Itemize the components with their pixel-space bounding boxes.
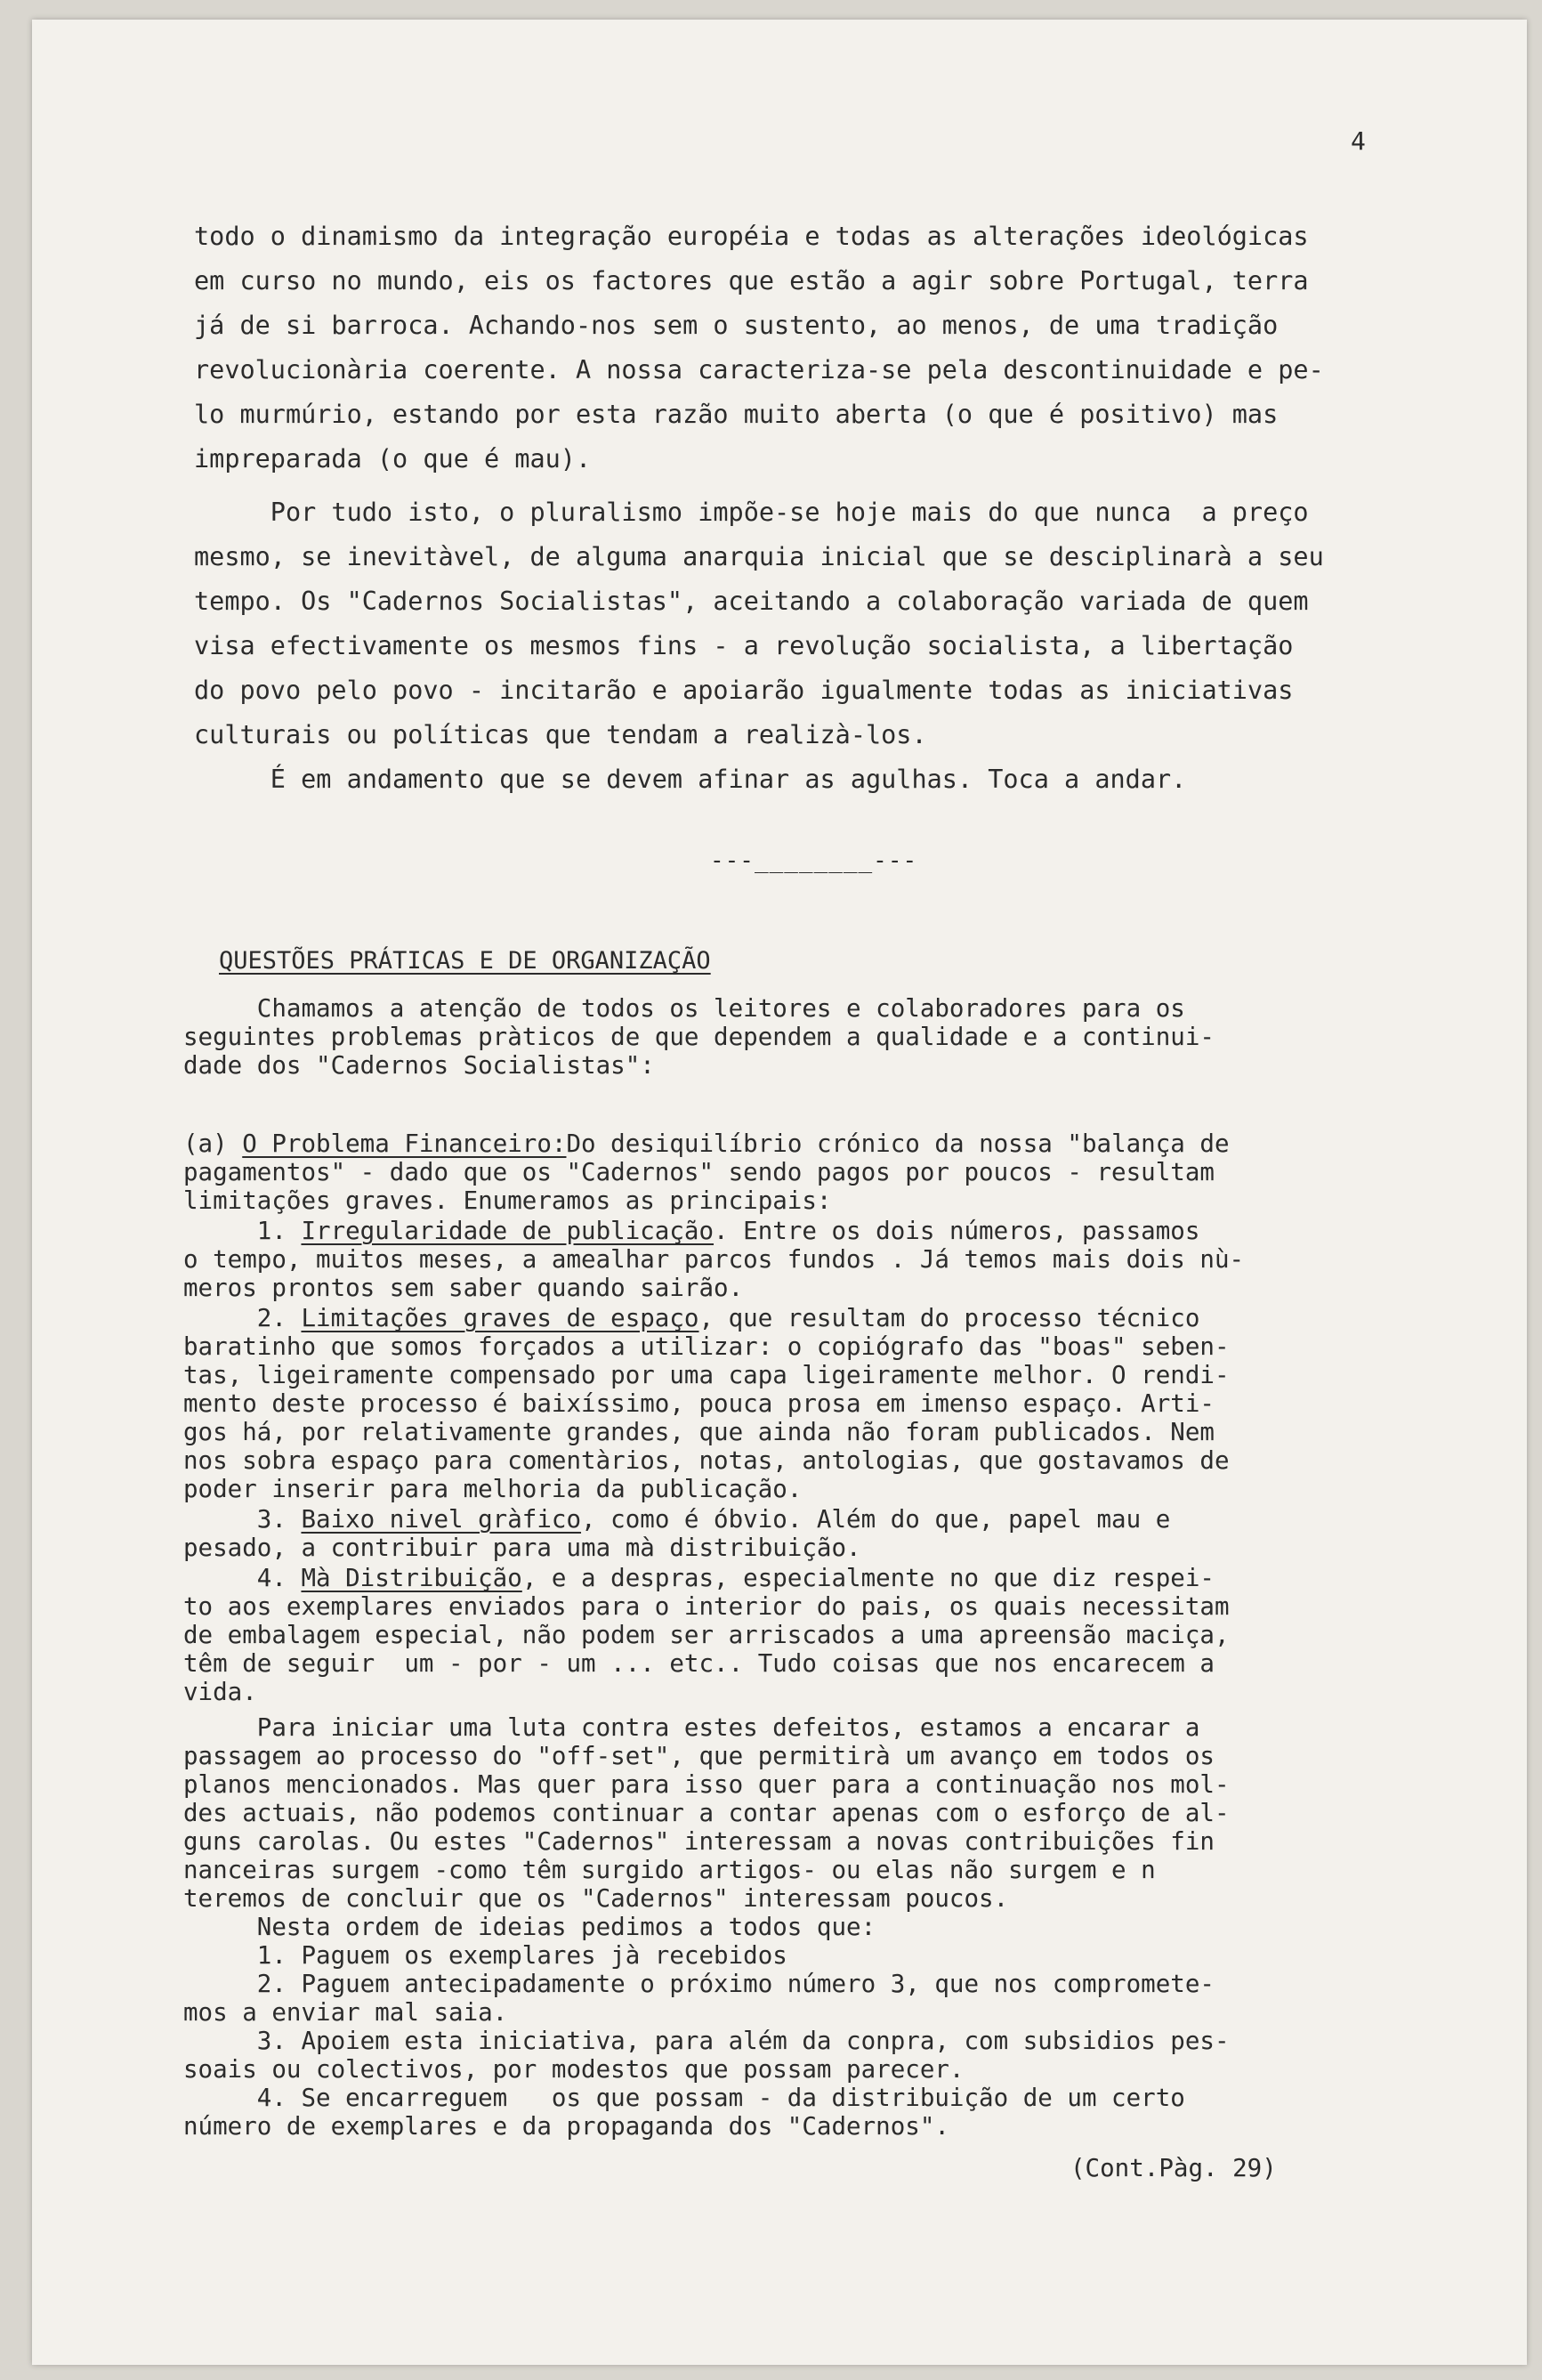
text-line: dade dos "Cadernos Socialistas": <box>183 1051 655 1080</box>
item-title: Mà Distribuição <box>301 1564 522 1592</box>
text-line: to aos exemplares enviados para o interior do pais, os quais necessitam <box>183 1592 1230 1621</box>
text-line: seguintes problemas pràticos de que dependem a qualidade e a continui- <box>183 1023 1215 1051</box>
text-line: des actuais, não podemos continuar a contar apenas com o esforço de al- <box>183 1799 1230 1827</box>
item-number: 3. <box>183 1505 302 1534</box>
text-line: poder inserir para melhoria da publicação. <box>183 1475 803 1503</box>
text-line: tempo. Os "Cadernos Socialistas", aceitando a colaboração variada de quem <box>194 587 1309 616</box>
text-line: do povo pelo povo - incitarão e apoiarão igualmente todas as iniciativas <box>194 676 1294 705</box>
problem-prefix: (a) <box>183 1129 243 1158</box>
problem-label: O Problema Financeiro: <box>242 1129 567 1158</box>
continuation-note: (Cont.Pàg. 29) <box>1070 2154 1277 2182</box>
section-separator: ---________--- <box>710 847 918 874</box>
item-number: 4. <box>183 1564 302 1592</box>
text-line: lo murmúrio, estando por esta razão muito aberta (o que é positivo) mas <box>194 400 1279 429</box>
item-text: , como é óbvio. Além do que, papel mau e <box>581 1505 1171 1534</box>
text-line: de embalagem especial, não podem ser arriscados a uma apreensão maciça, <box>183 1621 1230 1649</box>
text-line: É em andamento que se devem afinar as agulhas. Toca a andar. <box>194 765 1187 794</box>
text-line: 2. Paguem antecipadamente o próximo número 3, que nos compromete- <box>183 1970 1215 1998</box>
text-line: teremos de concluir que os "Cadernos" interessam poucos. <box>183 1884 1009 1913</box>
text-line: Por tudo isto, o pluralismo impõe-se hoje mais do que nunca a preço <box>194 498 1309 527</box>
page-number: 4 <box>1351 126 1366 156</box>
text-line: em curso no mundo, eis os factores que estão a agir sobre Portugal, terra <box>194 266 1309 295</box>
problem-heading-line <box>183 1129 1230 1158</box>
item-title: Limitações graves de espaço <box>301 1304 699 1332</box>
text-line: mento deste processo é baixíssimo, pouca prosa em imenso espaço. Arti- <box>183 1389 1215 1418</box>
item-number: 1. <box>183 1217 302 1245</box>
text-line: visa efectivamente os mesmos fins - a revolução socialista, a libertação <box>194 631 1294 660</box>
text-line: guns carolas. Ou estes "Cadernos" interessam a novas contribuições fin <box>183 1827 1215 1856</box>
item-text: . Entre os dois números, passamos <box>714 1217 1200 1245</box>
item-title: Baixo nivel gràfico <box>301 1505 582 1534</box>
text-line: limitações graves. Enumeramos as principais: <box>183 1186 832 1215</box>
text-line: já de si barroca. Achando-nos sem o sustento, ao menos, de uma tradição <box>194 311 1279 340</box>
text-line: gos há, por relativamente grandes, que ainda não foram publicados. Nem <box>183 1418 1215 1446</box>
problem-text: Do desiquilíbrio crónico da nossa "balança de <box>566 1129 1230 1158</box>
item-text: , que resultam do processo técnico <box>698 1304 1200 1332</box>
text-line: têm de seguir um - por - um ... etc.. Tudo coisas que nos encarecem a <box>183 1649 1215 1678</box>
text-line: o tempo, muitos meses, a amealhar parcos fundos . Já temos mais dois nù- <box>183 1245 1245 1274</box>
item-heading-line <box>183 1304 1199 1332</box>
text-line: baratinho que somos forçados a utilizar: o copiógrafo das "boas" seben- <box>183 1332 1230 1361</box>
text-line: pagamentos" - dado que os "Cadernos" sendo pagos por poucos - resultam <box>183 1158 1215 1186</box>
text-line: meros prontos sem saber quando sairão. <box>183 1274 744 1302</box>
item-title: Irregularidade de publicação <box>301 1217 714 1245</box>
text-line: Chamamos a atenção de todos os leitores e colaboradores para os <box>183 994 1185 1023</box>
text-line: mesmo, se inevitàvel, de alguma anarquia inicial que se desciplinarà a seu <box>194 542 1324 571</box>
text-line: Para iniciar uma luta contra estes defeitos, estamos a encarar a <box>183 1713 1200 1742</box>
text-line: culturais ou políticas que tendam a realizà-los. <box>194 720 927 749</box>
item-heading-line <box>183 1505 1170 1534</box>
document-page <box>32 20 1527 2365</box>
text-line: mos a enviar mal saia. <box>183 1998 508 2027</box>
text-line: vida. <box>183 1678 257 1706</box>
text-line: todo o dinamismo da integração européia e todas as alterações ideológicas <box>194 222 1309 251</box>
section-heading: QUESTÕES PRÁTICAS E DE ORGANIZAÇÃO <box>219 947 711 975</box>
item-heading-line <box>183 1564 1215 1592</box>
text-line: planos mencionados. Mas quer para isso quer para a continuação nos mol- <box>183 1770 1230 1799</box>
text-line: impreparada (o que é mau). <box>194 444 592 474</box>
text-line: nos sobra espaço para comentàrios, notas, antologias, que gostavamos de <box>183 1446 1230 1475</box>
text-line: nanceiras surgem -como têm surgido artigos- ou elas não surgem e n <box>183 1856 1156 1884</box>
text-line: 4. Se encarreguem os que possam - da distribuição de um certo <box>183 2084 1185 2112</box>
item-text: , e a despras, especialmente no que diz respei- <box>521 1564 1215 1592</box>
text-line: passagem ao processo do "off-set", que permitirà um avanço em todos os <box>183 1742 1215 1770</box>
text-line: tas, ligeiramente compensado por uma capa ligeiramente melhor. O rendi- <box>183 1361 1230 1389</box>
text-line: 1. Paguem os exemplares jà recebidos <box>183 1941 787 1970</box>
text-line: Nesta ordem de ideias pedimos a todos que: <box>183 1913 876 1941</box>
item-heading-line <box>183 1217 1199 1245</box>
text-line: revolucionària coerente. A nossa caracteriza-se pela descontinuidade e pe- <box>194 355 1324 385</box>
text-line: 3. Apoiem esta iniciativa, para além da conpra, com subsidios pes- <box>183 2027 1230 2055</box>
item-number: 2. <box>183 1304 302 1332</box>
text-line: soais ou colectivos, por modestos que possam parecer. <box>183 2055 965 2084</box>
text-line: número de exemplares e da propaganda dos "Cadernos". <box>183 2112 949 2141</box>
text-line: pesado, a contribuir para uma mà distribuição. <box>183 1534 861 1562</box>
